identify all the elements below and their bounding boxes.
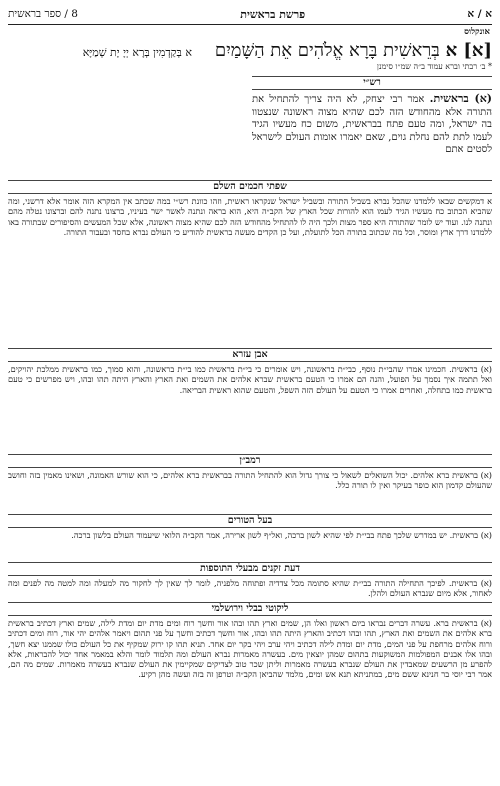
siftei-title: שפתי חכמים השלם — [8, 180, 492, 194]
siftei-text: א דמקשים שבאו ללמדנו שהכל נברא בשביל התורה ובשביל ישראל שנקראו ראשית, וזהו כוונת רש״י במה שכתב אין המקרא הזה אומר אלא דרשני, ומה שהביא הכתוב כח מעשיו הגיד לעמו הוא להורות שכל הארץ של הקב״ה היא, הוא בראה ונתנה לאשר ישר בעיניו, ברצונו נתנה להם וברצונו נטלה מהם ונתנה לנו. ועוד יש לומר שהתורה היא ספר מצות ולכך היה לו להתחיל מהחודש הזה לכם שהיא מצוה ראשונה, אלא שכל המעשים והסיפורים שבתורה באו ללמדנו דרך ארץ ומוסר, וכל מה שכתוב בתורה הכל לתועלת, ועל כן הקדים מעשה בראשית להודיע כי העולם נברא בחסד ובעבור התורה. — [8, 196, 492, 237]
rashi-body — [252, 92, 492, 157]
verse-footnote: * ב׳ רבתי וברא עמוד ב״ה שמ״ו סימנן — [376, 62, 492, 71]
rashi-row — [8, 74, 492, 178]
siftei-section — [8, 180, 492, 346]
rashi-heading: (א) בראשית. — [429, 92, 492, 105]
onkelos-label: אונקלוס — [464, 27, 490, 37]
daat-zekenim-text: (א) בראשית. לפיכך התחילה התורה בבי״ת שהיא סתומה מכל צדדיה ופתוחה מלפניה, לומר לך שאין לך לחקור מה למעלה ומה למטה מה לפנים ומה לאחור, אלא מיום שנברא העולם ולהלן. — [8, 578, 492, 599]
onkelos-label-row — [8, 26, 492, 40]
verse-number: [א] א — [445, 40, 492, 61]
baal-haturim-section — [8, 514, 492, 560]
verse-line — [8, 40, 492, 62]
rashi-column — [252, 74, 492, 178]
header-parsha: פרשת בראשית — [240, 7, 306, 21]
ramban-text: (א) בראשית ברא אלהים. יכול השואלים לשאול כי צורך גדול הוא להתחיל התורה בבראשית ברא אלהים, כי הוא שורש האמונה, ושאינו מאמין בזה וחושב שהעולם קדמון הוא כופר בעיקר ואין לו תורה כלל. — [8, 470, 492, 491]
onkelos-text: א בְּקַדְמִין בְּרָא יְיָ יָת שְׁמַיָּא — [82, 46, 192, 59]
rashi-title: רש״י — [252, 76, 492, 90]
ramban-section — [8, 454, 492, 512]
ibn-ezra-text: (א) בראשית. חכמינו אמרו שהבי״ת נוסף, כבי״ת בראשונה, ויש אומרים כי בי״ת בראשית כמו בי״ת בראשונה, והוא סמוך, כמו בראשית ממלכת יהויקים, ואל תתמה איך נסמך על הפועל, והנה הם אמרו כי הטעם בראשית שברא אלהים את השמים ואת הארץ והארץ היתה תהו ובהו, ויש מפרשים כי טעם בראשית כמו בתחלה, ואחרים אמרו כי הטעם על העולם הזה השפל, והטעם שהוא ראשית הבריאה. — [8, 364, 492, 395]
likutei-text: (א) בראשית ברא. עשרה דברים נבראו ביום ראשון ואלו הן, שמים וארץ תהו ובהו אור וחשך רוח ומים מדת יום ומדת לילה, שמים וארץ דכתיב בראשית ברא אלהים את השמים ואת הארץ, תהו ובהו דכתיב והארץ היתה תהו ובהו, אור וחשך דכתיב וחשך על פני תהום ויאמר אלהים יהי אור, רוח ומים דכתיב ורוח אלהים מרחפת על פני המים, מדת יום ומדת לילה דכתיב ויהי ערב ויהי בקר יום אחד. תניא תהו קו ירוק שמקיף את כל העולם כולו שממנו יצא חשך, ובהו אלו אבנים המפולמות המשוקעות בתהום שמהן יוצאין מים. בעשרה מאמרות נברא העולם ומה תלמוד לומר והלא במאמר אחד יכול להבראות, אלא להפרע מן הרשעים שמאבדין את העולם שנברא בעשרה מאמרות וליתן שכר טוב לצדיקים שמקיימין את העולם שנברא בעשרה מאמרות. שמים מה הם, אמר רבי יוסי בר חנינא ששם מים, במתניתא תנא אש ומים, מלמד שהביאן הקב״ה וטרפן זה בזה ועשה מהן רקיע. — [8, 618, 492, 680]
baal-haturim-title: בעל הטורים — [8, 514, 492, 528]
daat-zekenim-title: דעת זקנים מבעלי התוספות — [8, 562, 492, 576]
page-header — [8, 4, 492, 25]
ramban-title: רמב״ן — [8, 454, 492, 468]
rashi-text: אמר רבי יצחק, לא היה צריך להתחיל את התורה אלא מהחודש הזה לכם שהיא מצוה ראשונה שנצטוו בה ישראל, ומה טעם פתח בבראשית, משום כח מעשיו הגיד לעמו לתת להם נחלת גוים, שאם יאמרו אומות העולם לישראל לסטים אתם — [252, 94, 492, 155]
likutei-title: ליקוטי בבלי וירושלמי — [8, 602, 492, 616]
header-chapter-verse: א / א — [467, 8, 492, 20]
commentary-column-top — [8, 74, 248, 178]
ibn-ezra-title: אבן עזרא — [8, 348, 492, 362]
ibn-ezra-section — [8, 348, 492, 452]
header-page-book: 8 / ספר בראשית — [8, 8, 78, 20]
daat-zekenim-section — [8, 562, 492, 600]
baal-haturim-text: (א) בראשית. יש במדרש שלכך פתח בבי״ת לפי שהיא לשון ברכה, ואל״ף לשון ארירה, אמר הקב״ה הלואי שיעמוד העולם בלשון ברכה. — [71, 530, 492, 540]
verse-text: בְּרֵאשִׁית בָּרָא אֱלֹהִים אֵת הַשָּׁמַיִם — [214, 40, 440, 61]
likutei-section — [8, 602, 492, 786]
